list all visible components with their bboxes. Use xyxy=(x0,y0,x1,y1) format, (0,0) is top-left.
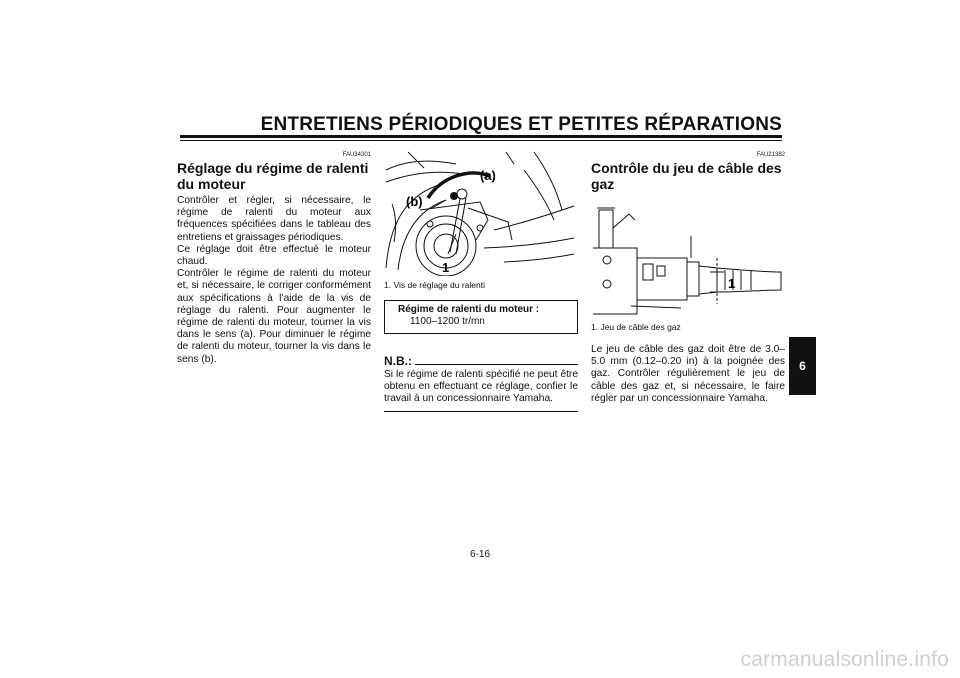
watermark: carmanualsonline.info xyxy=(740,648,949,671)
figure-caption: 1. Vis de réglage du ralenti xyxy=(384,280,485,290)
section-code: FAU34301 xyxy=(342,152,371,158)
label-part-1: 1 xyxy=(728,276,736,291)
nb-end-rule xyxy=(384,411,578,412)
section-heading: Contrôle du jeu de câble des gaz xyxy=(591,160,782,192)
column-idle-figure xyxy=(384,150,578,412)
spec-title: Régime de ralenti du moteur : xyxy=(398,304,540,315)
page-number: 6-16 xyxy=(469,549,490,560)
nb-rule xyxy=(415,364,578,365)
chapter-tab: 6 xyxy=(789,337,816,395)
nb-text: Si le régime de ralenti spécifié ne peut être obtenu en effectuant ce réglage, confier le travail à un concessionnaire Yamaha. xyxy=(384,369,578,405)
section-code: FAU21382 xyxy=(756,152,785,158)
header-rule-thin xyxy=(180,140,782,141)
nb-heading xyxy=(384,354,578,368)
section-body: Le jeu de câble des gaz doit être de 3.0–5.0 mm (0.12–0.20 in) à la poignée des gaz. Contrôler régulièrement le jeu de câble des gaz et, si nécessaire, le faire régler par un concessionnaire Yamaha. xyxy=(591,344,785,404)
idle-screw-figure xyxy=(384,150,578,276)
header-rule xyxy=(180,135,782,138)
column-throttle-cable xyxy=(591,150,785,405)
spec-value: 1100–1200 tr/mn xyxy=(410,316,485,327)
label-part-1: 1 xyxy=(442,260,450,275)
column-idle-speed xyxy=(177,150,371,366)
figure-caption: 1. Jeu de câble des gaz xyxy=(591,322,681,332)
section-body: Contrôler et régler, si nécessaire, le régime de ralenti du moteur aux fréquences spécifiées dans le tableau des entretiens et graissages périodiques. Ce réglage doit être effectué le moteur chaud. Contrôler le régime de ralenti du moteur et, si nécessaire, le corriger conformément aux spécifications à l’aide de la vis de réglage du ralenti. Pour augmenter le régime de ralenti du moteur, tourner la vis dans le sens (a). Pour diminuer le régime de ralenti du moteur, tourner la vis dans le sens (b). xyxy=(177,195,371,365)
spec-box xyxy=(384,300,578,334)
throttle-figure xyxy=(591,200,785,318)
nb-label: N.B.: xyxy=(384,354,412,368)
page-header-title: ENTRETIENS PÉRIODIQUES ET PETITES RÉPARATIONS xyxy=(260,114,782,135)
idle-screw-illustration xyxy=(384,150,578,276)
section-heading: Réglage du régime de ralenti du moteur xyxy=(177,160,369,192)
throttle-grip-illustration xyxy=(591,200,785,318)
label-direction-a: (a) xyxy=(480,168,496,183)
label-direction-b: (b) xyxy=(406,194,423,209)
